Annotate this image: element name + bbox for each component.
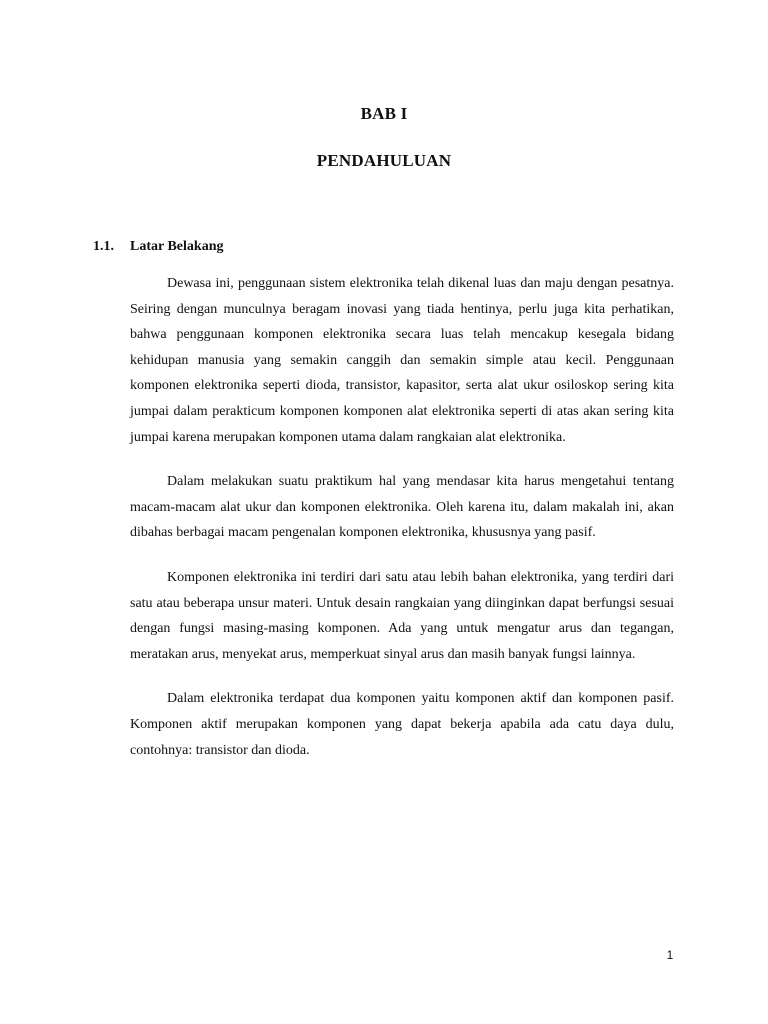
chapter-title: PENDAHULUAN [316, 151, 452, 170]
section-number: 1.1. [93, 239, 114, 254]
paragraph-4: Dalam elektronika terdapat dua komponen yaitu komponen aktif dan komponen pasif. Komponen aktif merupakan komponen yang dapat bekerja apabila ada catu daya dulu, contohnya: transistor dan dioda. [130, 691, 674, 758]
section-title: Latar Belakang [130, 239, 224, 254]
paragraph-3: Komponen elektronika ini terdiri dari satu atau lebih bahan elektronika, yang terdiri dari satu atau beberapa unsur materi. Untuk desain rangkaian yang diinginkan dapat berfungsi sesuai dengan fungsi masing-masing komponen. Ada yang untuk mengatur arus dan tegangan, meratakan arus, menyekat arus, memperkuat sinyal arus dan masih banyak fungsi lainnya. [130, 569, 674, 662]
page-number: 1 [666, 948, 674, 962]
paragraph-1: Dewasa ini, penggunaan sistem elektronika telah dikenal luas dan maju dengan pesatnya. Seiring dengan munculnya beragam inovasi yang tiada hentinya, perlu juga kita perhatikan, bahwa penggunaan komponen elektronika secara luas telah mencakup kesegala bidang kehidupan manusia yang semakin canggih dan semakin simple atau kecil. Penggunaan komponen elektronika seperti dioda, transistor, kapasitor, serta alat ukur osiloskop sering kita jumpai dalam perakticum komponen komponen alat elektronika seperti di atas akan sering kita jumpai karena merupakan komponen utama dalam rangkaian alat elektronika. [130, 276, 674, 445]
body-text [130, 271, 674, 782]
section-heading [93, 239, 223, 255]
paragraph-2: Dalam melakukan suatu praktikum hal yang mendasar kita harus mengetahui tentang macam-macam alat ukur dan komponen elektronika. Oleh karena itu, dalam makalah ini, akan dibahas berbagai macam pengenalan komponen elektronika, khususnya yang pasif. [130, 474, 674, 541]
chapter-number: BAB I [360, 104, 408, 123]
